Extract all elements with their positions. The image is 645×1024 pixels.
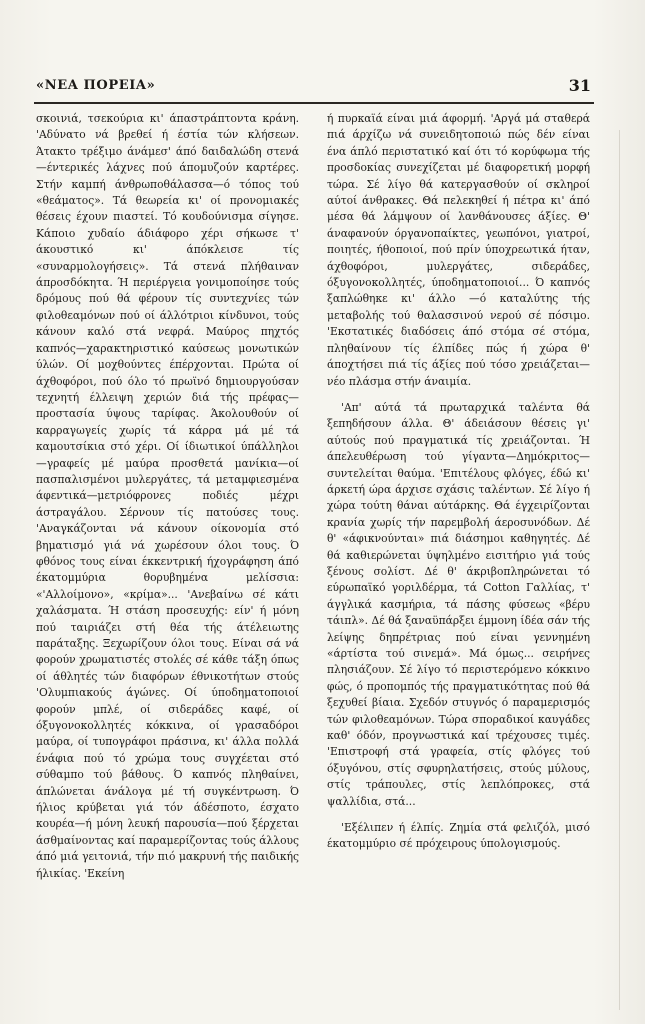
journal-title: «ΝΕΑ ΠΟΡΕΙΑ»	[36, 78, 156, 93]
header-rule	[34, 102, 594, 104]
left-text-column	[36, 111, 299, 882]
left-paragraph-1: σκοινιά, τσεκούρια κι' άπαστράπτοντα κράνη. 'Αδύνατο νά βρεθεί ή έστία τών κλήσεων. Άτακτο τρέξιμο άνάμεσ' άπό δαιδαλώδη στενά—έντερικές λάχνες πού άπομυζούν καρτέρες. Στήν καμπή άνθρωποθάλασσα—ό τόπος τού «θεάματος». Τά θεωρεία κι' οί προνομιακές θέσεις έχουν πιαστεί. Τό κουδούνισμα σίγησε. Κάποιο χυδαίο άδιάφορο χέρι σήκωσε τ' άκουστικό κι' άπόκλεισε τίς «συναρμολογήσεις». Τά στενά πλήθαιναν άπροσδόκητα. Ή περιέργεια γονιμοποίησε τούς δρόμους πού θά φέρουν τίς συντεχνίες τών φιλοθεαμόνων πού οί άλλότριοι κίνδυνοι, τούς κάνουν καλό στά νεφρά. Μαύρος πηχτός καπνός—χαρακτηριστικό καύσεως μονωτικών ύλών. Οί μοχθούντες έπέρχονται. Πρώτα οί άχθοφόροι, πού όλο τό πρωϊνό δημιουργούσαν τεχνητή έλλειψη χεριών διά τής πρέφας—προστασία ύψους ταρίφας. Άκολουθούν οί καρραγωγείς χωρίς τά κάρρα μά μέ τά καμουτσίκια στό χέρι. Οί ίδιωτικοί ύπάλληλοι—γραφείς μέ μαύρα προσθετά μανίκια—οί πασπαλισμένοι μυλεργάτες, τά μεταμφιεσμένα άφεντικά—μετριόφρονες ποδιές μέχρι άστραγάλου. Σέρνουν τίς πατούσες τους. 'Αναγκάζονται νά κάνουν οίκονομία στό βηματισμό γιά νά χωρέσουν όλοι τους. Ό φθόνος τους είναι έκκεντρική ήχογράφηση άπό έκατομμύρια θορυβημένα μελίσσια: «'Αλλοίμονο», «κρίμα»... 'Ανεβαίνω σέ κάτι χαλάσματα. Ή στάση προσευχής: είν' ή μόνη πού ταιριάζει στή θέα τής άτέλειωτης παράταξης. Ξεχωρίζουν όλοι τους. Είναι σά νά φορούν χρωματιστές στολές σέ κάθε τάξη όπως οί άθλητές τών διαφόρων έθνικοτήτων στούς 'Ολυμπιακούς άγώνες. Οί ύποδηματοποιοί φορούν μπλέ, οί σιδεράδες καφέ, οί όξυγονοκολλητές κόκκινα, οί γρασαδόροι μαύρα, οί τυπογράφοι πράσινα, κι' άλλα πολλά ένάφια πού τό χρώμα τους συγχέεται στό σύθαμπο τού βάθους. Ό καπνός πληθαίνει, άπλώνεται άνάλογα μέ τή συγκέντρωση. Ό ήλιος κρύβεται γιά τόν άδέσποτο, έσχατο κουρέα—ή μόνη λευκή παρουσία—πού ξέρχεται άσθμαίνοντας καί παραμερίζοντας τούς άλλους άπό μιά γειτονιά, τήν πιό μακρυνή τής παιδικής ήλικίας. 'Εκείνη	[36, 112, 299, 880]
page-header	[36, 76, 591, 96]
right-text-column	[327, 111, 590, 853]
right-paragraph-3: 'Εξέλιπεν ή έλπίς. Ζημία στά φελιζόλ, μισό έκατομμύριο σέ πρόχειρους ύπολογισμούς.	[327, 821, 590, 851]
page-number: 31	[568, 76, 591, 95]
page-edge-line	[619, 130, 620, 1010]
right-paragraph-2: 'Απ' αύτά τά πρωταρχικά ταλέντα θά ξεπηδήσουν άλλα. Θ' άδειάσουν θέσεις γι' αύτούς πού πραγματικά τίς χρειάζονται. Ή άπελευθέρωση τού γίγαντα—Δημόκριτος—συντελείται θαύμα. 'Επιτέλους φλόγες, έδώ κι' άρκετή ώρα άρχισε σχάσις ταλέντων. Σέ λίγο ή χώρα τούτη θάναι αύτάρκης. Θά έγχειρίζονται κρανία χωρίς τήν παρεμβολή άεροσυνόδων. Δέ θ' «άφικνούνται» πιά διάσημοι καθηγητές. Δέ θά καθιερώνεται ύψηλμένο εισιτήριο γιά τούς ξένους σολίστ. Δέ θ' άκριβοπληρώνεται τό εύρωπαϊκό γοριλδέρμα, τά Cotton Γαλλίας, τ' άγγλικά κασμήρια, τά πάσης φύσεως «βέρυ τάιπλ». Δέ θά ξαναϋπάρξει έμμονη ίδέα σάν τής λείψης δηπρέτριας πού είναι γεννημένη «άρτίστα τού σινεμά». Μά όμως... σειρήνες πλησιάζουν. Σέ λίγο τό περιστερόμενο κόκκινο φώς, ό προπομπός τής πραγματικότητας πού θά ξεχυθεί βίαια. Σχεδόν στυγνός ό παραμερισμός τών φιλοθεαμόνων. Τώρα σποραδικοί καυγάδες καθ' όδόν, προγνωστικά καί τρέχουσες τιμές. 'Επιστροφή στά γραφεία, στίς φλόγες τού όξυγόνου, στίς σφυρηλατήσεις, στούς μύλους, στίς τράπουλες, στίς λεπλόπροκες, στά ψαλλίδια, στά...	[327, 400, 590, 808]
right-paragraph-1: ή πυρκαϊά είναι μιά άφορμή. 'Αργά μά σταθερά πιά άρχίζω νά συνειδητοποιώ πώς δέν είναι ένα άπλό περιστατικό καί ότι τό κορύφωμα τής προσδοκίας συνεχίζεται μέ διαφορετική μορφή τώρα. Σέ λίγο θά κατεργασθούν οί σκληροί αύτοί άνθρακες. Θά πελεκηθεί ή πέτρα κι' άπό μέσα θά λάμψουν οί λανθάνουσες άξίες. Θ' άναφανούν όργανοπαίκτες, γεωπόνοι, γιατροί, ποιητές, ήθοποιοί, πού πρίν ύποχρεωτικά ήταν, άχθοφόροι, μυλεργάτες, σιδεράδες, όξυγονοκολλητές, ύποδηματοποιοί... Ό καπνός ξαπλώθηκε κι' άλλο —ό καταλύτης τής μεταβολής τού θαλασσινού νερού σέ πόσιμο. 'Εκστατικές διαδόσεις άπό στόμα σέ στόμα, πληθαίνουν τίς έλπίδες πώς ή χώρα θ' άποχτήσει πιά τίς άξίες πού τόσο χρειάζεται—νέο πλάσμα στήν άναιμία.	[327, 112, 590, 388]
